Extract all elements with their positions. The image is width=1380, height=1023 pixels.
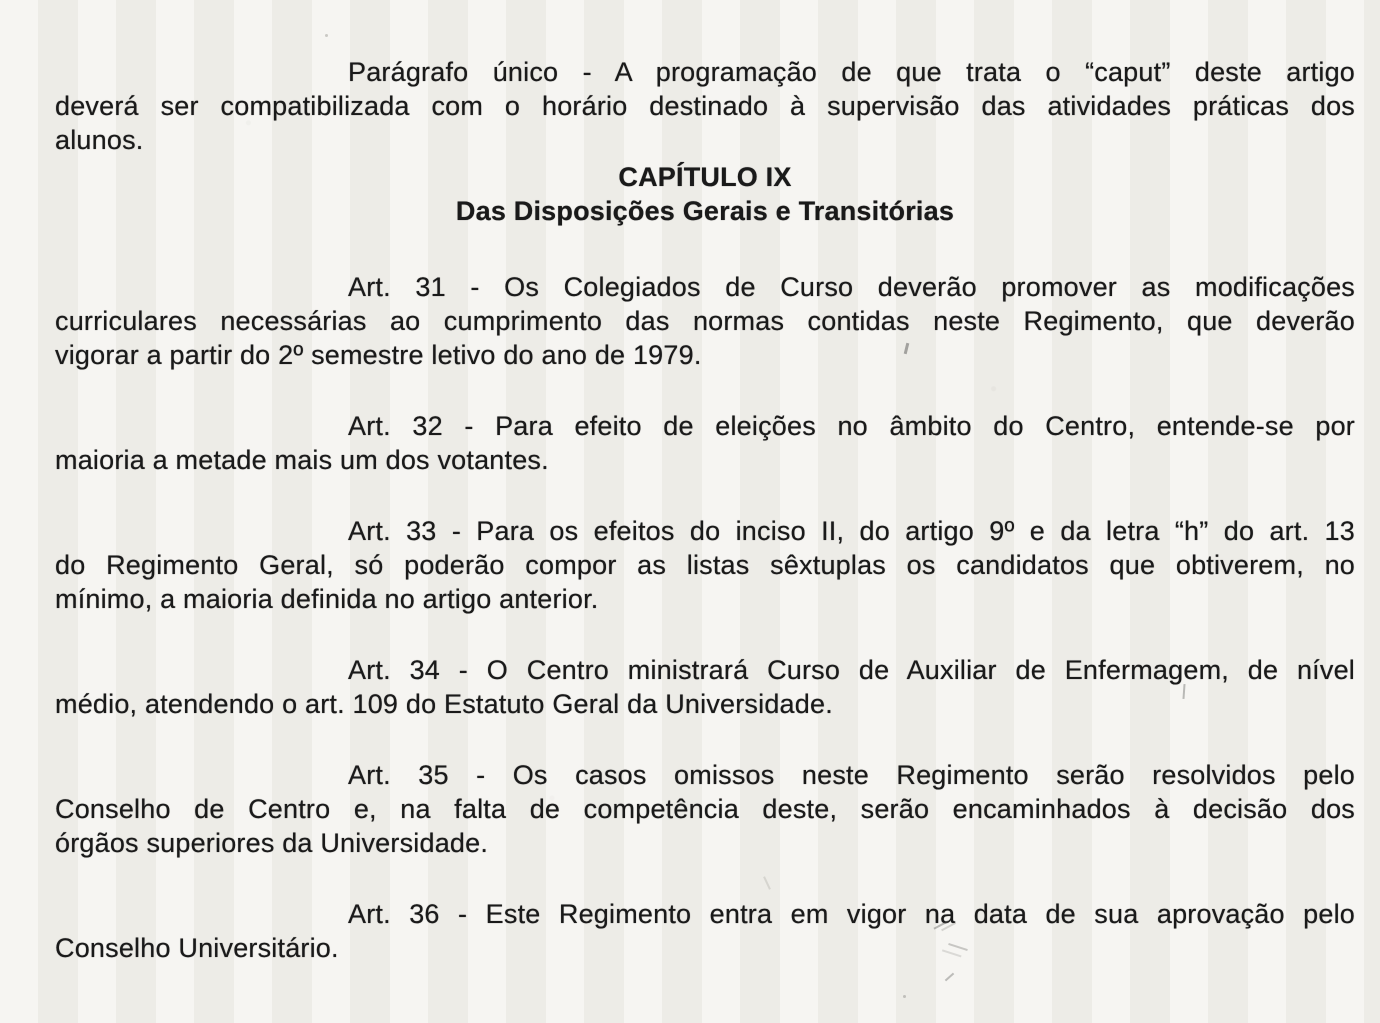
text-line: alunos. xyxy=(55,125,144,155)
paragraph-art-33 xyxy=(55,514,1355,616)
text-line: Art. 34 - O Centro ministrará Curso de Auxiliar de Enfermagem, de nível xyxy=(348,655,1355,685)
text-line: Art. 32 - Para efeito de eleições no âmbito do Centro, entende-se por xyxy=(348,411,1355,441)
paragraph-art-32 xyxy=(55,409,1355,477)
chapter-title: CAPÍTULO IX xyxy=(618,162,792,192)
chapter-subtitle: Das Disposições Gerais e Transitórias xyxy=(455,196,955,226)
scan-speck-artifact xyxy=(903,995,906,998)
paragraph-art-31 xyxy=(55,270,1355,372)
text-line: Conselho de Centro e, na falta de competência deste, serão encaminhados à decisão dos xyxy=(55,794,1355,824)
chapter-heading xyxy=(55,160,1355,228)
paragraph-art-36 xyxy=(55,897,1355,965)
text-line: Parágrafo único - A programação de que trata o “caput” deste artigo xyxy=(348,57,1355,87)
paragraph-art-34 xyxy=(55,653,1355,721)
text-line: órgãos superiores da Universidade. xyxy=(55,828,489,858)
scan-speck-artifact xyxy=(325,34,328,37)
pencil-smudge-artifact xyxy=(945,973,955,982)
paragraph-art-35 xyxy=(55,758,1355,860)
text-line: médio, atendendo o art. 109 do Estatuto Geral da Universidade. xyxy=(55,689,833,719)
text-line: Art. 35 - Os casos omissos neste Regimento serão resolvidos pelo xyxy=(348,760,1355,790)
text-line: Art. 36 - Este Regimento entra em vigor na data de sua aprovação pelo xyxy=(348,899,1355,929)
text-line: maioria a metade mais um dos votantes. xyxy=(55,445,549,475)
text-line: curriculares necessárias ao cumprimento das normas contidas neste Regimento, que deverão xyxy=(55,306,1355,336)
text-line: Art. 31 - Os Colegiados de Curso deverão promover as modificações xyxy=(348,272,1355,302)
text-line: Art. 33 - Para os efeitos do inciso II, do artigo 9º e da letra “h” do art. 13 xyxy=(348,516,1355,546)
text-line: deverá ser compatibilizada com o horário destinado à supervisão das atividades práticas dos xyxy=(55,91,1355,121)
text-line: Conselho Universitário. xyxy=(55,933,339,963)
paragraph-paragrafo-unico xyxy=(55,55,1355,157)
text-line: mínimo, a maioria definida no artigo anterior. xyxy=(55,584,599,614)
text-column xyxy=(55,55,1355,965)
text-line: vigorar a partir do 2º semestre letivo do ano de 1979. xyxy=(55,340,702,370)
text-line: do Regimento Geral, só poderão compor as listas sêxtuplas os candidatos que obtiverem, no xyxy=(55,550,1355,580)
